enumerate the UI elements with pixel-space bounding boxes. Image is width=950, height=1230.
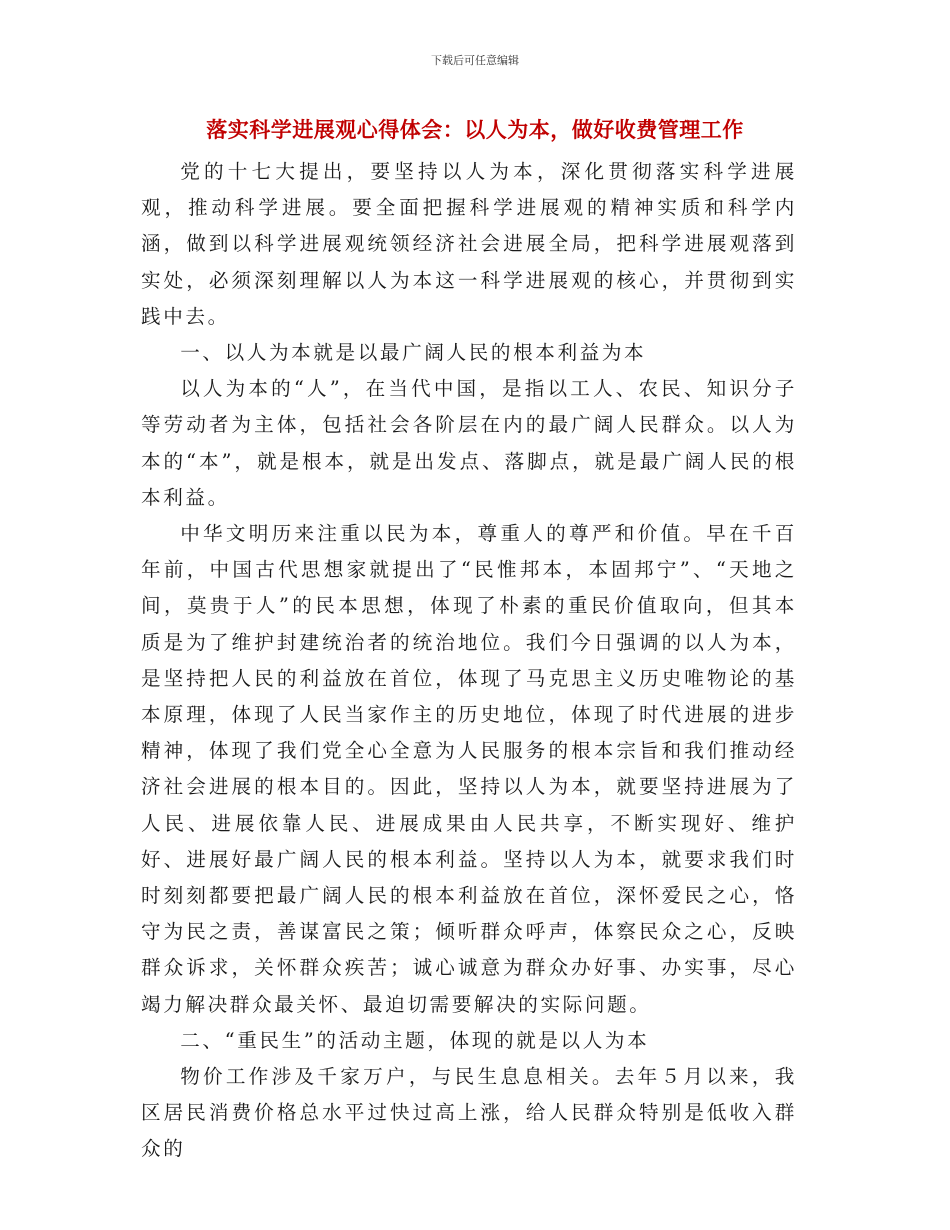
section-heading-1: 一、以人为本就是以最广阔人民的根本利益为本 (180, 341, 647, 365)
paragraph-history: 中华文明历来注重以民为本，尊重人的尊严和价值。早在千百年前，中国古代思想家就提出了“民惟邦本，本固邦宁”、“天地之间，莫贵于人”的民本思想，体现了朴素的重民价值取向，但其本质是为了维护封建统治者的统治地位。我们今日强调的以人为本，是坚持把人民的利益放在首位，体现了马克思主义历史唯物论的基本原理，体现了人民当家作主的历史地位，体现了时代进展的进步精神，体现了我们党全心全意为人民服务的根本宗旨和我们推动经济社会进展的根本目的。因此，坚持以人为本，就要坚持进展为了人民、进展依靠人民、进展成果由人民共享，不断实现好、维护好、进展好最广阔人民的根本利益。坚持以人为本，就要求我们时时刻刻都要把最广阔人民的根本利益放在首位，深怀爱民之心，恪守为民之责，善谋富民之策；倾听群众呼声，体察民众之心，反映群众诉求，关怀群众疾苦；诚心诚意为群众办好事、办实事，尽心竭力解决群众最关怀、最迫切需要解决的实际问题。 (141, 522, 797, 1016)
header-note: 下载后可任意编辑 (431, 54, 519, 67)
document-body (141, 154, 797, 1168)
section-heading-2: 二、“重民生”的活动主题，体现的就是以人为本 (180, 1028, 650, 1052)
paragraph-prices: 物价工作涉及千家万户，与民生息息相关。去年５月以来，我区居民消费价格总水平过快过高上涨，给人民群众特别是低收入群众的 (141, 1065, 797, 1161)
paragraph-definition: 以人为本的“人”，在当代中国，是指以工人、农民、知识分子等劳动者为主体，包括社会各阶层在内的最广阔人民群众。以人为本的“本”，就是根本，就是出发点、落脚点，就是最广阔人民的根本利益。 (141, 377, 797, 509)
paragraph-intro: 党的十七大提出，要坚持以人为本，深化贯彻落实科学进展观，推动科学进展。要全面把握科学进展观的精神实质和科学内涵，做到以科学进展观统领经济社会进展全局，把科学进展观落到实处，必须深刻理解以人为本这一科学进展观的核心，并贯彻到实践中去。 (141, 160, 797, 328)
document-title: 落实科学进展观心得体会：以人为本，做好收费管理工作 (206, 117, 744, 142)
